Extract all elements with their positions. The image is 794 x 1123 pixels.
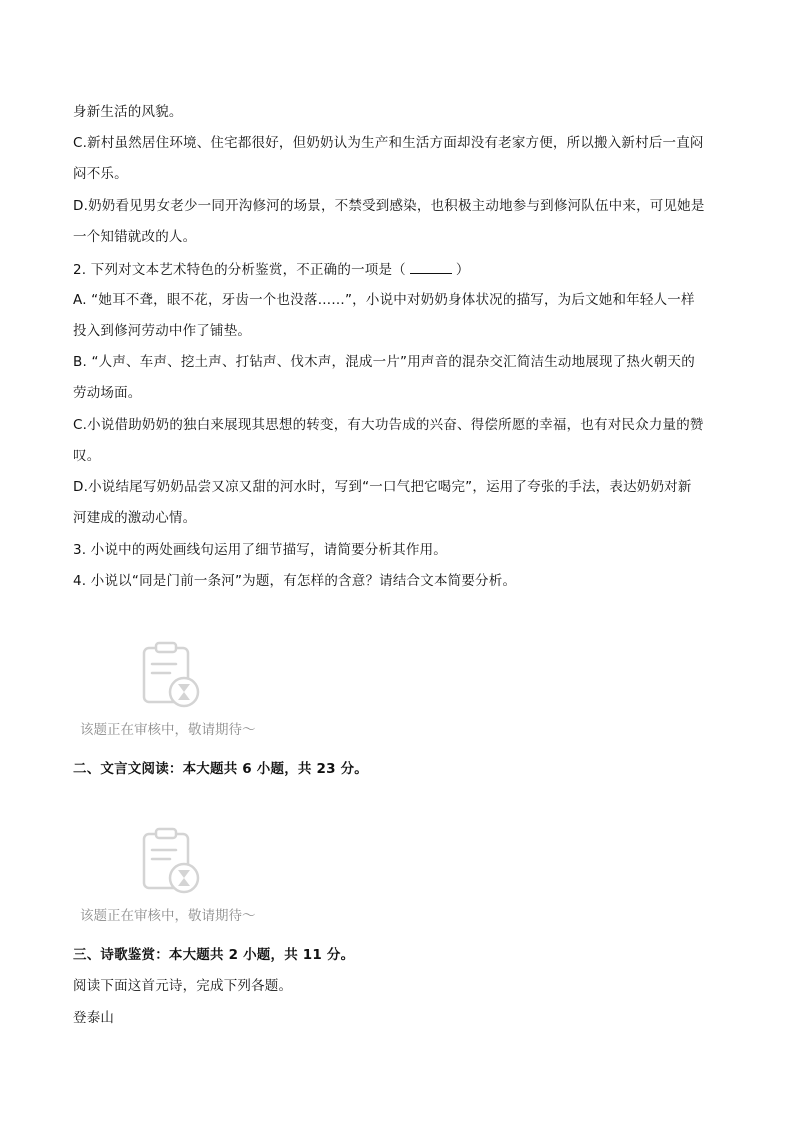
q2-option-b: B. “人声、车声、挖土声、打钻声、伐木声，混成一片”用声音的混杂交汇简洁生动地展现了热火朝天的 — [73, 354, 695, 370]
answer-blank[interactable] — [410, 259, 452, 274]
question-3: 3. 小说中的两处画线句运用了细节描写，请简要分析其作用。 — [73, 542, 447, 558]
q2-option-c-cont: 叹。 — [73, 448, 101, 464]
passage-text-line: 身新生活的风貌。 — [73, 104, 183, 120]
q2-option-c: C.小说借助奶奶的独白来展现其思想的转变，有大功告成的兴奋、得偿所愿的幸福，也有对民众力量的赞 — [73, 417, 704, 433]
option-d-text: D.奶奶看见男女老少一同开沟修河的场景，不禁受到感染，也积极主动地参与到修河队伍中来，可见她是 — [73, 198, 705, 214]
section-3-instruction: 阅读下面这首元诗，完成下列各题。 — [73, 978, 293, 994]
option-c-text: C.新村虽然居住环境、住宅都很好，但奶奶认为生产和生活方面却没有老家方便，所以搬入新村后一直闷 — [73, 135, 704, 151]
pending-review-message: 该题正在审核中，敬请期待～ — [80, 722, 256, 738]
pending-review-message: 该题正在审核中，敬请期待～ — [80, 908, 256, 924]
question-2-prompt: 2. 下列对文本艺术特色的分析鉴赏，不正确的一项是（ — [73, 262, 406, 278]
option-d-text-cont: 一个知错就改的人。 — [73, 229, 197, 245]
section-3-heading: 三、诗歌鉴赏：本大题共 2 小题，共 11 分。 — [73, 947, 355, 963]
question-2-close: ） — [455, 262, 470, 278]
q2-option-b-cont: 劳动场面。 — [73, 385, 142, 401]
clipboard-hourglass-icon — [136, 826, 208, 898]
option-c-text-cont: 闷不乐。 — [73, 166, 128, 182]
q2-option-d: D.小说结尾写奶奶品尝又凉又甜的河水时，写到“一口气把它喝完”，运用了夸张的手法，表达奶奶对新 — [73, 479, 692, 495]
q2-option-a: A. “她耳不聋，眼不花，牙齿一个也没落……”，小说中对奶奶身体状况的描写，为后文她和年轻人一样 — [73, 292, 695, 308]
clipboard-hourglass-icon — [136, 640, 208, 712]
question-2 — [73, 259, 470, 280]
question-4: 4. 小说以“同是门前一条河”为题，有怎样的含意？请结合文本简要分析。 — [73, 573, 517, 589]
section-2-heading: 二、文言文阅读：本大题共 6 小题，共 23 分。 — [73, 761, 368, 777]
q2-option-a-cont: 投入到修河劳动中作了铺垫。 — [73, 323, 252, 339]
q2-option-d-cont: 河建成的激动心情。 — [73, 510, 197, 526]
poem-title: 登泰山 — [73, 1010, 115, 1026]
